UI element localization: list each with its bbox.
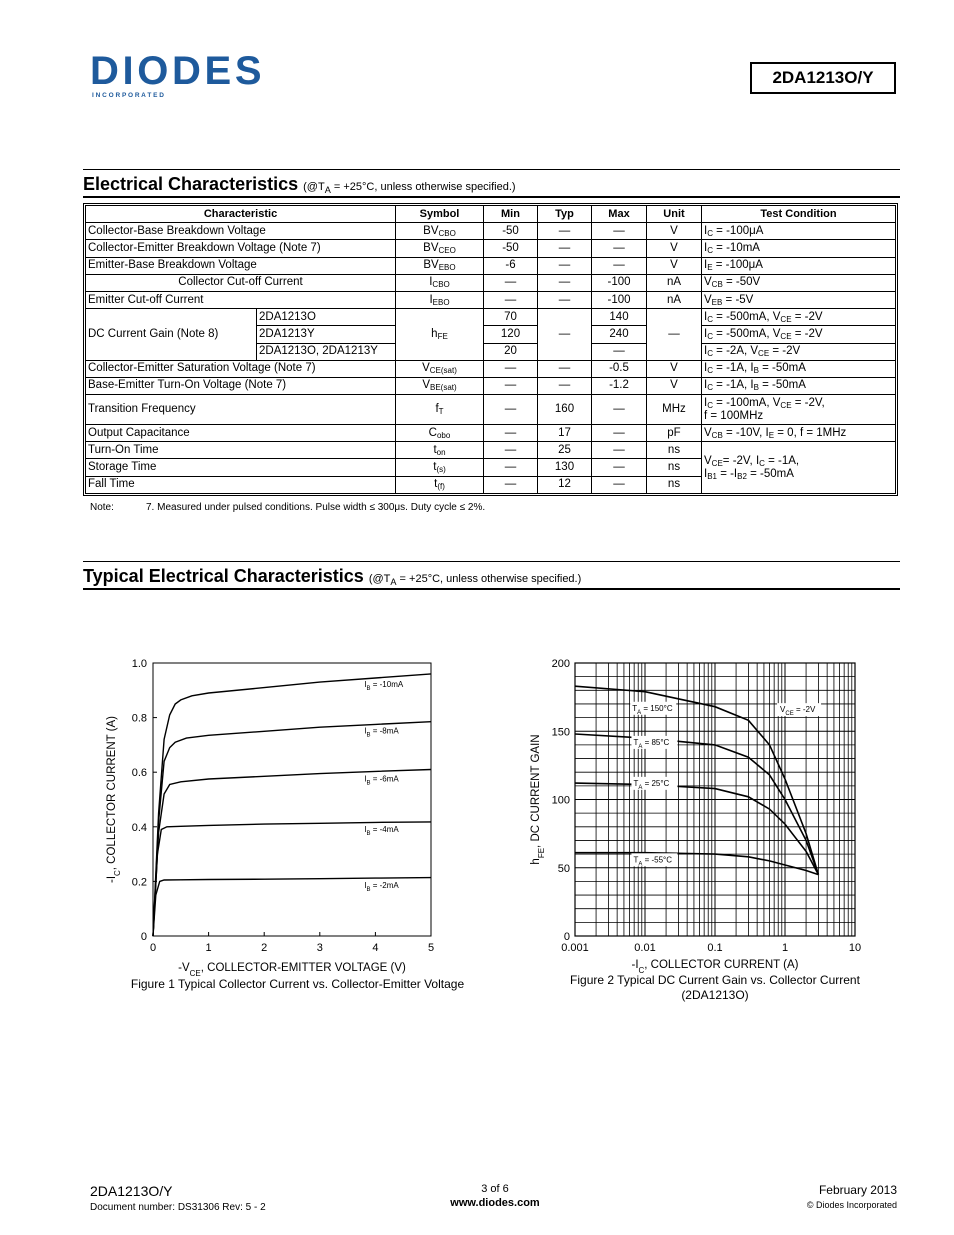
max-cell: -0.5	[592, 360, 647, 377]
symbol-cell: $BV_{CEO}$	[396, 240, 484, 257]
unit-cell: V	[647, 257, 702, 274]
condition-cell: $I_E = -100\mu A$	[702, 257, 896, 274]
symbol-cell: $V_{BE(sat)}$	[396, 377, 484, 394]
min-cell: —	[484, 425, 538, 442]
series-label: $T_A = -55^\circ C$	[633, 855, 673, 868]
typical-rule-bottom	[83, 588, 900, 590]
electrical-title: Electrical Characteristics ($@T_A = +25^\circ C$, unless otherwise specified.)	[83, 174, 516, 196]
table-header-row	[86, 206, 896, 223]
characteristic-cell: Collector-Emitter Saturation Voltage (Note 7)	[86, 360, 396, 377]
typ-cell: 17	[538, 425, 592, 442]
electrical-conditions: ($@T_A = +25^\circ C$, unless otherwise specified.)	[303, 181, 516, 196]
table-row	[86, 274, 896, 291]
x-tick-label: 0.1	[707, 942, 723, 954]
gain-row	[86, 309, 896, 326]
typ-cell: —	[538, 223, 592, 240]
footer-copyright: © Diodes Incorporated	[806, 1200, 897, 1210]
characteristic-cell: Base-Emitter Turn-On Voltage (Note 7)	[86, 377, 396, 394]
max-cell: —	[592, 459, 647, 476]
characteristic-cell: Emitter Cut-off Current	[86, 291, 396, 308]
max-cell: 140	[592, 309, 647, 326]
table-row	[86, 395, 896, 425]
x-tick-label: 4	[372, 942, 379, 954]
min-cell: -6	[484, 257, 538, 274]
min-cell: —	[484, 459, 538, 476]
series-label: $T_A = 85^\circ C$	[633, 737, 670, 750]
characteristic-cell: Turn-On Time	[86, 442, 396, 459]
min-cell: —	[484, 442, 538, 459]
typ-cell: 160	[538, 395, 592, 425]
min-cell: —	[484, 476, 538, 493]
min-cell: —	[484, 291, 538, 308]
series-label: $I_B = -6mA$	[364, 774, 399, 787]
header-cell: Unit	[647, 206, 702, 223]
characteristic-cell: Storage Time	[86, 459, 396, 476]
unit-cell: ns	[647, 442, 702, 459]
figure2-caption: Figure 2 Typical DC Current Gain vs. Collector Current (2DA1213O)	[570, 973, 860, 1002]
typ-cell: —	[538, 309, 592, 361]
x-tick-label: 1	[781, 942, 789, 954]
typ-cell: —	[538, 257, 592, 274]
unit-cell: nA	[647, 291, 702, 308]
max-cell: —	[592, 240, 647, 257]
condition-cell: $I_C = -2A$, $V_{CE} = -2V$	[702, 343, 896, 360]
typ-cell: —	[538, 240, 592, 257]
x-tick-label: 3	[316, 942, 323, 954]
table-row	[86, 223, 896, 240]
section-rule-top	[83, 169, 900, 170]
unit-cell: V	[647, 360, 702, 377]
typ-cell: —	[538, 360, 592, 377]
max-cell: -100	[592, 274, 647, 291]
unit-cell: ns	[647, 476, 702, 493]
condition-cell: $V_{CE}= -2V$, $I_C = -1A$, $I_{B1} = -I_{B2} = -50mA$	[702, 442, 896, 494]
y-tick-label: 0.4	[131, 821, 147, 834]
footer-center	[400, 1183, 590, 1209]
characteristic-cell: Fall Time	[86, 476, 396, 493]
header-cell: Symbol	[396, 206, 484, 223]
unit-cell: V	[647, 223, 702, 240]
table-row	[86, 291, 896, 308]
table-row	[86, 377, 896, 394]
max-cell: —	[592, 476, 647, 493]
header-characteristic: Characteristic	[86, 206, 396, 223]
x-axis-label: $-V_{CE}$, COLLECTOR-EMITTER VOLTAGE (V)	[178, 962, 406, 978]
symbol-cell: $t_{(f)}$	[396, 476, 484, 493]
header-cell: Max	[592, 206, 647, 223]
symbol-cell: $t_{on}$	[396, 442, 484, 459]
website-link[interactable]: www.diodes.com	[450, 1197, 540, 1209]
min-cell: 70	[484, 309, 538, 326]
unit-cell: nA	[647, 274, 702, 291]
x-tick-label: 0.01	[634, 942, 656, 954]
max-cell: -100	[592, 291, 647, 308]
footer-part-number: 2DA1213O/Y	[90, 1183, 173, 1199]
min-cell: -50	[484, 223, 538, 240]
section-rule-bottom	[83, 196, 900, 198]
page-number: 3 of 6	[481, 1183, 509, 1195]
part-cell: 2DA1213O, 2DA1213Y	[257, 343, 396, 360]
typical-title: Typical Electrical Characteristics ($@T_A = +25^\circ C$, unless otherwise specified.)	[83, 566, 582, 588]
min-cell: —	[484, 377, 538, 394]
symbol-cell: $C_{obo}$	[396, 425, 484, 442]
symbol-cell: $V_{CE(sat)}$	[396, 360, 484, 377]
footer-right	[807, 1183, 897, 1210]
min-cell: 120	[484, 326, 538, 343]
x-tick-label: 5	[427, 942, 435, 954]
typ-cell: 12	[538, 476, 592, 493]
y-tick-label: 150	[551, 726, 570, 739]
y-tick-label: 100	[551, 794, 570, 807]
condition-cell: $I_C = -1A$, $I_B = -50mA$	[702, 360, 896, 377]
unit-cell: V	[647, 377, 702, 394]
unit-cell: V	[647, 240, 702, 257]
unit-cell: pF	[647, 425, 702, 442]
min-cell: 20	[484, 343, 538, 360]
part-cell: 2DA1213O	[257, 309, 396, 326]
switching-row	[86, 442, 896, 459]
max-cell: —	[592, 395, 647, 425]
y-axis-label: $h_{FE}$, DC CURRENT GAIN	[530, 734, 546, 865]
y-tick-label: 0	[140, 931, 147, 943]
symbol-cell: $I_{EBO}$	[396, 291, 484, 308]
condition-cell: $I_C = -500mA$, $V_{CE} = -2V$	[702, 326, 896, 343]
max-cell: —	[592, 257, 647, 274]
symbol-cell: $I_{CBO}$	[396, 274, 484, 291]
y-tick-label: 0.8	[131, 712, 147, 725]
part-cell: 2DA1213Y	[257, 326, 396, 343]
header-cell: Min	[484, 206, 538, 223]
symbol-cell: $BV_{CBO}$	[396, 223, 484, 240]
characteristic-cell: Collector Cut-off Current	[86, 274, 396, 291]
min-cell: -50	[484, 240, 538, 257]
condition-cell: $I_C = -100mA$, $V_{CE} = -2V$, f = 100MHz	[702, 395, 896, 425]
series-label: $I_B = -8mA$	[364, 726, 399, 739]
x-tick-label: 10	[848, 942, 862, 954]
plot-frame	[153, 663, 431, 936]
symbol-cell: $BV_{EBO}$	[396, 257, 484, 274]
series-label: $T_A = 150^\circ C$	[632, 703, 673, 716]
figure2-chart	[520, 650, 890, 980]
series-line	[153, 674, 431, 936]
header-cell: Typ	[538, 206, 592, 223]
footer-date: February 2013	[818, 1183, 897, 1197]
x-tick-label: 0.001	[561, 942, 589, 954]
characteristic-cell: Output Capacitance	[86, 425, 396, 442]
y-tick-label: 0	[563, 931, 570, 943]
y-axis-label: $-I_C$, COLLECTOR CURRENT (A)	[106, 715, 122, 884]
y-tick-label: 50	[557, 862, 570, 875]
max-cell: 240	[592, 326, 647, 343]
logo-text: DIODES	[90, 50, 260, 93]
y-tick-label: 0.2	[131, 876, 147, 889]
table-row	[86, 360, 896, 377]
table-row	[86, 257, 896, 274]
symbol-cell: $f_T$	[396, 395, 484, 425]
condition-cell: $I_C = -10mA$	[702, 240, 896, 257]
unit-cell: ns	[647, 459, 702, 476]
y-tick-label: 0.6	[131, 767, 147, 780]
figure1-caption: Figure 1 Typical Collector Current vs. Collector-Emitter Voltage	[130, 977, 465, 991]
characteristic-cell: Emitter-Base Breakdown Voltage	[86, 257, 396, 274]
typ-cell: —	[538, 291, 592, 308]
condition-cell: $I_C = -1A$, $I_B = -50mA$	[702, 377, 896, 394]
table-row	[86, 425, 896, 442]
figure1-chart	[95, 650, 455, 980]
footer-document-number: Document number: DS31306 Rev: 5 - 2	[90, 1202, 266, 1213]
part-number-box: 2DA1213O/Y	[750, 62, 896, 94]
condition-cell: $V_{EB} = -5V$	[702, 291, 896, 308]
condition-cell: $I_C = -100\mu A$	[702, 223, 896, 240]
symbol-cell: $h_{FE}$	[396, 309, 484, 361]
typ-cell: —	[538, 274, 592, 291]
max-cell: —	[592, 425, 647, 442]
electrical-table	[83, 203, 898, 496]
typ-cell: 25	[538, 442, 592, 459]
vce-annotation: $V_{CE} = -2V$	[780, 705, 816, 718]
max-cell: —	[592, 223, 647, 240]
y-tick-label: 200	[551, 658, 570, 670]
header-cell: Test Condition	[702, 206, 896, 223]
series-label: $T_A = 25^\circ C$	[633, 778, 670, 791]
unit-cell: —	[647, 309, 702, 361]
logo-subtext: I N C O R P O R A T E D	[92, 92, 164, 99]
condition-cell: $V_{CB} = -10V$, $I_E = 0$, f = 1MHz	[702, 425, 896, 442]
typical-rule-top	[83, 561, 900, 562]
diodes-logo	[90, 50, 270, 102]
x-tick-label: 1	[205, 942, 212, 954]
max-cell: —	[592, 442, 647, 459]
characteristic-cell: Collector-Base Breakdown Voltage	[86, 223, 396, 240]
condition-cell: $V_{CB} = -50V$	[702, 274, 896, 291]
min-cell: —	[484, 360, 538, 377]
y-tick-label: 1.0	[131, 658, 147, 670]
series-line	[153, 770, 431, 937]
table-row	[86, 240, 896, 257]
unit-cell: MHz	[647, 395, 702, 425]
max-cell: —	[592, 343, 647, 360]
series-label: $I_B = -2mA$	[364, 880, 399, 893]
typ-cell: 130	[538, 459, 592, 476]
series-label: $I_B = -4mA$	[364, 824, 399, 837]
min-cell: —	[484, 274, 538, 291]
max-cell: -1.2	[592, 377, 647, 394]
typical-conditions: ($@T_A = +25^\circ C$, unless otherwise specified.)	[368, 573, 582, 588]
x-tick-label: 0	[149, 942, 157, 954]
x-tick-label: 2	[261, 942, 268, 954]
x-axis-label: $-I_C$, COLLECTOR CURRENT (A)	[631, 959, 799, 975]
characteristic-cell: Collector-Emitter Breakdown Voltage (Note 7)	[86, 240, 396, 257]
min-cell: —	[484, 395, 538, 425]
characteristic-cell: DC Current Gain (Note 8)	[86, 309, 257, 361]
footer-left	[90, 1183, 266, 1213]
condition-cell: $I_C = -500mA$, $V_{CE} = -2V$	[702, 309, 896, 326]
series-label: $I_B = -10mA$	[364, 680, 404, 693]
characteristic-cell: Transition Frequency	[86, 395, 396, 425]
footnote: Note: 7. Measured under pulsed conditions. Pulse width ≤ 300μs. Duty cycle ≤ 2%.	[90, 502, 486, 513]
symbol-cell: $t_{(s)}$	[396, 459, 484, 476]
typ-cell: —	[538, 377, 592, 394]
